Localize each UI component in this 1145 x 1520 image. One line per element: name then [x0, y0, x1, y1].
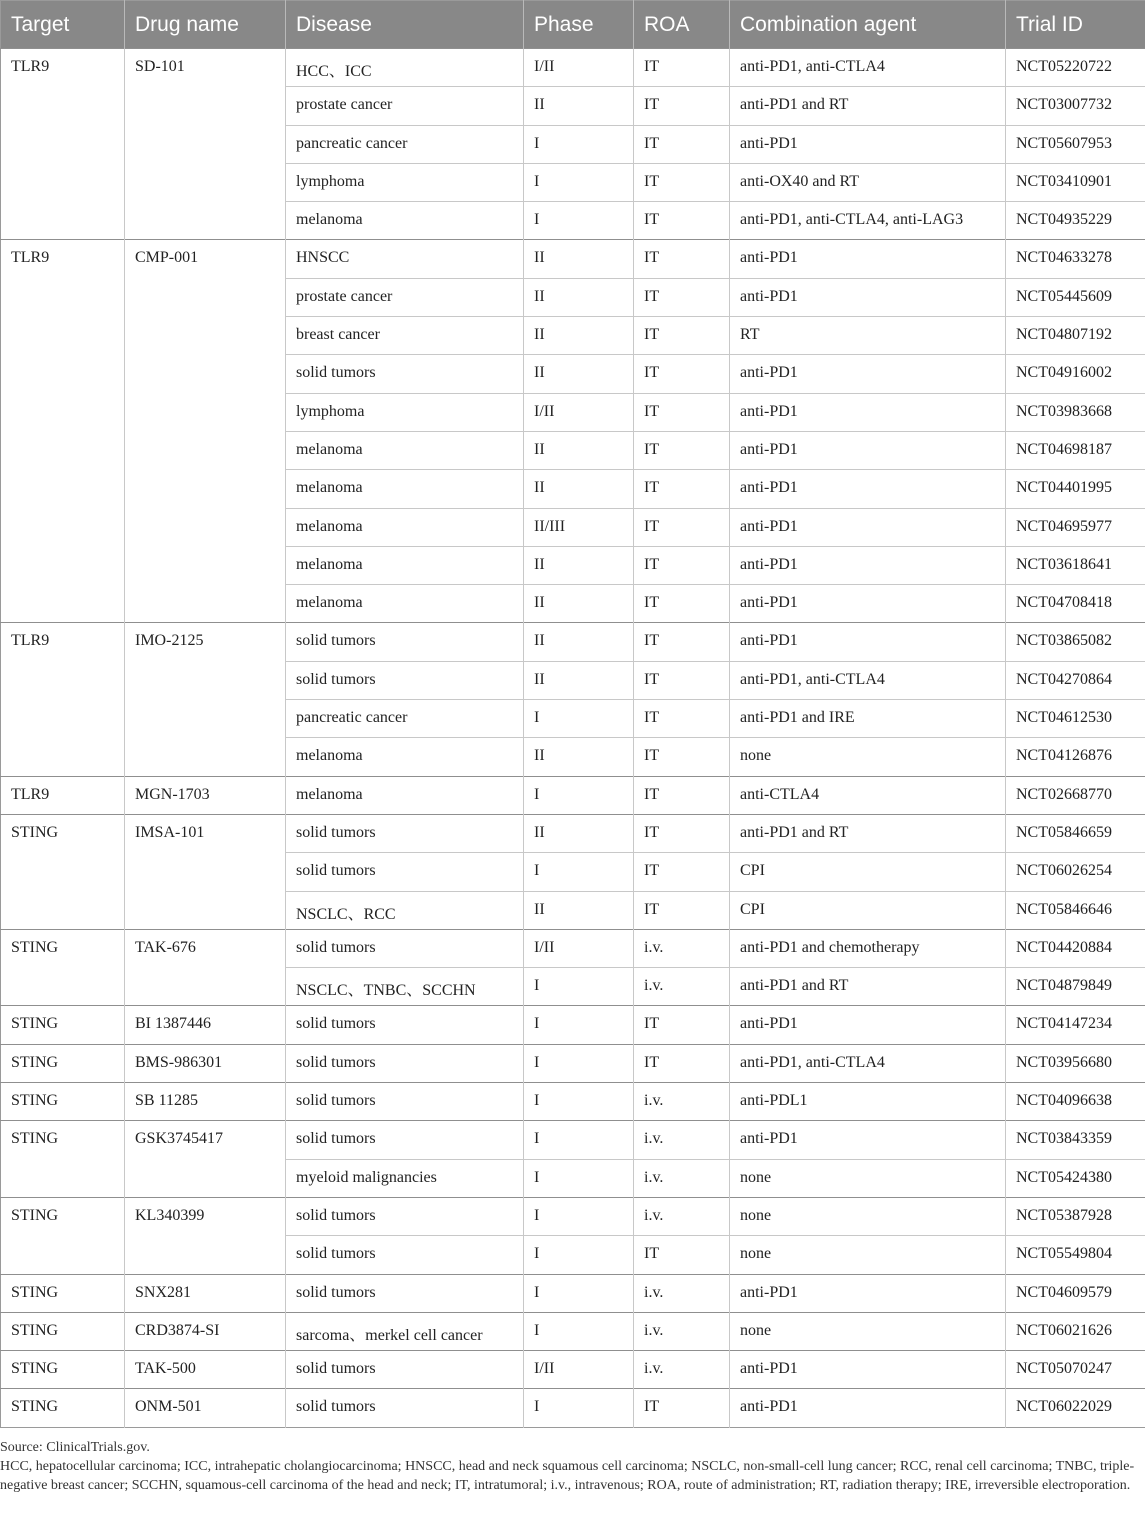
cell-combination-agent: anti-PD1 and RT [730, 87, 1006, 125]
cell-trial-id: NCT04126876 [1006, 738, 1145, 776]
cell-roa: IT [634, 1044, 730, 1082]
source-note: Source: ClinicalTrials.gov. [0, 1440, 150, 1455]
cell-trial-id: NCT05387928 [1006, 1197, 1145, 1235]
cell-combination-agent: anti-PD1 [730, 1274, 1006, 1312]
cell-phase: I [524, 1083, 634, 1121]
cell-trial-id: NCT03843359 [1006, 1121, 1145, 1159]
table-row [1, 1197, 1145, 1235]
cell-roa: IT [634, 49, 730, 87]
cell-roa: i.v. [634, 968, 730, 1006]
cell-roa: i.v. [634, 1312, 730, 1350]
cell-roa: IT [634, 163, 730, 201]
cell-roa: IT [634, 508, 730, 546]
cell-disease: melanoma [286, 738, 524, 776]
header-disease: Disease [286, 1, 524, 49]
cell-disease: solid tumors [286, 661, 524, 699]
cell-disease: solid tumors [286, 1351, 524, 1389]
cell-combination-agent: anti-PD1, anti-CTLA4 [730, 49, 1006, 87]
cell-target: STING [1, 1044, 125, 1082]
cell-trial-id: NCT06021626 [1006, 1312, 1145, 1350]
cell-disease: sarcoma、merkel cell cancer [286, 1312, 524, 1350]
cell-roa: IT [634, 355, 730, 393]
table-row [1, 1083, 1145, 1121]
cell-combination-agent: anti-PD1 [730, 546, 1006, 584]
cell-trial-id: NCT04420884 [1006, 929, 1145, 967]
cell-target: TLR9 [1, 49, 125, 240]
cell-disease: solid tumors [286, 1197, 524, 1235]
cell-phase: I [524, 1006, 634, 1044]
cell-trial-id: NCT03410901 [1006, 163, 1145, 201]
cell-trial-id: NCT02668770 [1006, 776, 1145, 814]
cell-disease: solid tumors [286, 929, 524, 967]
cell-trial-id: NCT05846659 [1006, 814, 1145, 852]
cell-drug-name: SD-101 [125, 49, 286, 240]
cell-target: STING [1, 1351, 125, 1389]
cell-trial-id: NCT05607953 [1006, 125, 1145, 163]
cell-phase: II/III [524, 508, 634, 546]
cell-disease: myeloid malignancies [286, 1159, 524, 1197]
cell-roa: IT [634, 240, 730, 278]
cell-trial-id: NCT04807192 [1006, 317, 1145, 355]
cell-phase: II [524, 317, 634, 355]
cell-combination-agent: anti-PD1, anti-CTLA4 [730, 661, 1006, 699]
cell-combination-agent: anti-PD1 [730, 470, 1006, 508]
cell-combination-agent: anti-CTLA4 [730, 776, 1006, 814]
cell-drug-name: CMP-001 [125, 240, 286, 623]
cell-roa: IT [634, 87, 730, 125]
cell-drug-name: SNX281 [125, 1274, 286, 1312]
cell-trial-id: NCT05549804 [1006, 1236, 1145, 1274]
cell-disease: melanoma [286, 546, 524, 584]
cell-roa: IT [634, 776, 730, 814]
table-row [1, 1274, 1145, 1312]
cell-drug-name: CRD3874-SI [125, 1312, 286, 1350]
cell-target: STING [1, 1197, 125, 1274]
cell-phase: I [524, 163, 634, 201]
cell-combination-agent: anti-PD1 [730, 125, 1006, 163]
cell-trial-id: NCT04609579 [1006, 1274, 1145, 1312]
cell-disease: lymphoma [286, 163, 524, 201]
cell-disease: HNSCC [286, 240, 524, 278]
cell-phase: I/II [524, 49, 634, 87]
cell-combination-agent: anti-PD1 [730, 393, 1006, 431]
cell-roa: i.v. [634, 929, 730, 967]
cell-combination-agent: anti-PD1 and chemotherapy [730, 929, 1006, 967]
cell-combination-agent: anti-PD1 and IRE [730, 700, 1006, 738]
cell-trial-id: NCT04401995 [1006, 470, 1145, 508]
cell-disease: melanoma [286, 202, 524, 240]
cell-target: STING [1, 1006, 125, 1044]
cell-drug-name: IMSA-101 [125, 814, 286, 929]
cell-combination-agent: anti-PD1 [730, 355, 1006, 393]
cell-combination-agent: none [730, 1197, 1006, 1235]
cell-phase: II [524, 431, 634, 469]
cell-target: STING [1, 1121, 125, 1198]
cell-trial-id: NCT04695977 [1006, 508, 1145, 546]
cell-trial-id: NCT03865082 [1006, 623, 1145, 661]
cell-roa: IT [634, 891, 730, 929]
cell-disease: pancreatic cancer [286, 700, 524, 738]
cell-drug-name: KL340399 [125, 1197, 286, 1274]
header-trial-id: Trial ID [1006, 1, 1145, 49]
cell-phase: II [524, 546, 634, 584]
cell-combination-agent: anti-PD1 [730, 1351, 1006, 1389]
cell-trial-id: NCT03956680 [1006, 1044, 1145, 1082]
cell-drug-name: IMO-2125 [125, 623, 286, 776]
table-row [1, 1044, 1145, 1082]
cell-disease: prostate cancer [286, 87, 524, 125]
cell-trial-id: NCT04708418 [1006, 585, 1145, 623]
cell-target: TLR9 [1, 240, 125, 623]
cell-roa: i.v. [634, 1197, 730, 1235]
cell-disease: solid tumors [286, 1274, 524, 1312]
cell-roa: i.v. [634, 1083, 730, 1121]
cell-roa: i.v. [634, 1121, 730, 1159]
cell-drug-name: BMS-986301 [125, 1044, 286, 1082]
cell-disease: solid tumors [286, 1083, 524, 1121]
cell-phase: I/II [524, 929, 634, 967]
cell-disease: melanoma [286, 470, 524, 508]
cell-trial-id: NCT04270864 [1006, 661, 1145, 699]
table-notes [0, 1438, 1135, 1495]
abbreviations-note: HCC, hepatocellular carcinoma; ICC, intrahepatic cholangiocarcinoma; HNSCC, head and neck squamous cell carcinoma; NSCLC, non-small-cell lung cancer; RCC, renal cell carcinoma; TNBC, triple-negative breast cancer; SCCHN, squamous-cell carcinoma of the head and neck; IT, intratumoral; i.v., intravenous; ROA, route of administration; RT, radiation therapy; IRE, irreversible electroporation. [0, 1459, 1135, 1493]
cell-roa: IT [634, 1389, 730, 1427]
cell-disease: melanoma [286, 431, 524, 469]
cell-combination-agent: none [730, 1159, 1006, 1197]
table-row [1, 929, 1145, 967]
cell-trial-id: NCT05424380 [1006, 1159, 1145, 1197]
cell-trial-id: NCT04935229 [1006, 202, 1145, 240]
cell-disease: melanoma [286, 776, 524, 814]
cell-combination-agent: anti-PD1 and RT [730, 814, 1006, 852]
table-row [1, 814, 1145, 852]
cell-roa: IT [634, 623, 730, 661]
cell-phase: II [524, 738, 634, 776]
cell-disease: solid tumors [286, 1389, 524, 1427]
cell-phase: I [524, 1044, 634, 1082]
table-row [1, 1006, 1145, 1044]
cell-roa: i.v. [634, 1351, 730, 1389]
table-row [1, 623, 1145, 661]
cell-phase: II [524, 355, 634, 393]
cell-target: STING [1, 1312, 125, 1350]
cell-disease: melanoma [286, 585, 524, 623]
cell-roa: IT [634, 470, 730, 508]
cell-phase: I [524, 1121, 634, 1159]
cell-trial-id: NCT05070247 [1006, 1351, 1145, 1389]
header-phase: Phase [524, 1, 634, 49]
cell-disease: breast cancer [286, 317, 524, 355]
cell-drug-name: TAK-676 [125, 929, 286, 1006]
cell-target: STING [1, 814, 125, 929]
cell-disease: solid tumors [286, 1236, 524, 1274]
cell-drug-name: ONM-501 [125, 1389, 286, 1427]
cell-phase: II [524, 240, 634, 278]
cell-trial-id: NCT04698187 [1006, 431, 1145, 469]
cell-combination-agent: anti-PD1 [730, 431, 1006, 469]
cell-disease: solid tumors [286, 1044, 524, 1082]
header-combination-agent: Combination agent [730, 1, 1006, 49]
cell-target: STING [1, 1083, 125, 1121]
cell-roa: IT [634, 585, 730, 623]
cell-disease: lymphoma [286, 393, 524, 431]
cell-combination-agent: anti-PD1 [730, 585, 1006, 623]
cell-combination-agent: none [730, 1312, 1006, 1350]
cell-target: STING [1, 1389, 125, 1427]
cell-disease: NSCLC、RCC [286, 891, 524, 929]
cell-roa: IT [634, 853, 730, 891]
cell-combination-agent: anti-PD1 [730, 623, 1006, 661]
cell-roa: IT [634, 278, 730, 316]
cell-drug-name: MGN-1703 [125, 776, 286, 814]
cell-disease: pancreatic cancer [286, 125, 524, 163]
cell-drug-name: GSK3745417 [125, 1121, 286, 1198]
cell-phase: II [524, 814, 634, 852]
cell-roa: IT [634, 661, 730, 699]
cell-combination-agent: CPI [730, 853, 1006, 891]
cell-trial-id: NCT05846646 [1006, 891, 1145, 929]
cell-drug-name: BI 1387446 [125, 1006, 286, 1044]
cell-trial-id: NCT05220722 [1006, 49, 1145, 87]
cell-drug-name: TAK-500 [125, 1351, 286, 1389]
cell-combination-agent: anti-OX40 and RT [730, 163, 1006, 201]
cell-phase: II [524, 470, 634, 508]
cell-drug-name: SB 11285 [125, 1083, 286, 1121]
cell-phase: II [524, 87, 634, 125]
cell-phase: I [524, 853, 634, 891]
cell-combination-agent: none [730, 1236, 1006, 1274]
cell-roa: IT [634, 125, 730, 163]
cell-combination-agent: anti-PDL1 [730, 1083, 1006, 1121]
cell-target: TLR9 [1, 776, 125, 814]
cell-disease: solid tumors [286, 623, 524, 661]
cell-trial-id: NCT04612530 [1006, 700, 1145, 738]
cell-roa: IT [634, 202, 730, 240]
table-row [1, 49, 1145, 87]
table-row [1, 240, 1145, 278]
cell-trial-id: NCT05445609 [1006, 278, 1145, 316]
cell-disease: prostate cancer [286, 278, 524, 316]
cell-target: STING [1, 1274, 125, 1312]
cell-trial-id: NCT04916002 [1006, 355, 1145, 393]
cell-trial-id: NCT03983668 [1006, 393, 1145, 431]
cell-roa: IT [634, 1006, 730, 1044]
cell-combination-agent: anti-PD1 [730, 508, 1006, 546]
cell-roa: IT [634, 814, 730, 852]
cell-phase: II [524, 585, 634, 623]
cell-disease: solid tumors [286, 355, 524, 393]
cell-phase: I [524, 1197, 634, 1235]
table-row [1, 1351, 1145, 1389]
cell-phase: I [524, 1389, 634, 1427]
cell-phase: I [524, 1236, 634, 1274]
cell-phase: I [524, 968, 634, 1006]
cell-phase: II [524, 891, 634, 929]
cell-phase: I/II [524, 393, 634, 431]
header-target: Target [1, 1, 125, 49]
table-row [1, 1312, 1145, 1350]
cell-phase: I [524, 700, 634, 738]
table-body [1, 49, 1145, 1428]
cell-combination-agent: anti-PD1 [730, 278, 1006, 316]
cell-trial-id: NCT04147234 [1006, 1006, 1145, 1044]
cell-combination-agent: anti-PD1 [730, 240, 1006, 278]
cell-phase: I [524, 1274, 634, 1312]
cell-target: TLR9 [1, 623, 125, 776]
cell-combination-agent: anti-PD1, anti-CTLA4, anti-LAG3 [730, 202, 1006, 240]
cell-disease: solid tumors [286, 853, 524, 891]
cell-roa: IT [634, 546, 730, 584]
cell-combination-agent: CPI [730, 891, 1006, 929]
cell-roa: IT [634, 317, 730, 355]
cell-phase: II [524, 623, 634, 661]
cell-trial-id: NCT04879849 [1006, 968, 1145, 1006]
table-row [1, 776, 1145, 814]
header-roa: ROA [634, 1, 730, 49]
cell-roa: IT [634, 738, 730, 776]
cell-trial-id: NCT03007732 [1006, 87, 1145, 125]
cell-trial-id: NCT06026254 [1006, 853, 1145, 891]
cell-phase: I [524, 202, 634, 240]
cell-disease: solid tumors [286, 1006, 524, 1044]
cell-roa: IT [634, 700, 730, 738]
cell-disease: HCC、ICC [286, 49, 524, 87]
cell-phase: I [524, 1159, 634, 1197]
cell-phase: I [524, 125, 634, 163]
cell-combination-agent: RT [730, 317, 1006, 355]
cell-phase: I/II [524, 1351, 634, 1389]
cell-disease: solid tumors [286, 1121, 524, 1159]
cell-roa: i.v. [634, 1274, 730, 1312]
cell-combination-agent: anti-PD1 [730, 1006, 1006, 1044]
cell-roa: i.v. [634, 1159, 730, 1197]
cell-roa: IT [634, 393, 730, 431]
cell-disease: melanoma [286, 508, 524, 546]
cell-trial-id: NCT04633278 [1006, 240, 1145, 278]
cell-target: STING [1, 929, 125, 1006]
table-row [1, 1121, 1145, 1159]
cell-phase: I [524, 1312, 634, 1350]
cell-phase: II [524, 661, 634, 699]
cell-roa: IT [634, 1236, 730, 1274]
cell-combination-agent: anti-PD1 and RT [730, 968, 1006, 1006]
header-drug-name: Drug name [125, 1, 286, 49]
cell-disease: solid tumors [286, 814, 524, 852]
cell-trial-id: NCT06022029 [1006, 1389, 1145, 1427]
cell-trial-id: NCT03618641 [1006, 546, 1145, 584]
cell-combination-agent: anti-PD1, anti-CTLA4 [730, 1044, 1006, 1082]
table-row [1, 1389, 1145, 1427]
header-row [1, 1, 1145, 49]
cell-combination-agent: anti-PD1 [730, 1121, 1006, 1159]
cell-combination-agent: anti-PD1 [730, 1389, 1006, 1427]
cell-trial-id: NCT04096638 [1006, 1083, 1145, 1121]
cell-phase: I [524, 776, 634, 814]
cell-combination-agent: none [730, 738, 1006, 776]
cell-phase: II [524, 278, 634, 316]
cell-disease: NSCLC、TNBC、SCCHN [286, 968, 524, 1006]
cell-roa: IT [634, 431, 730, 469]
